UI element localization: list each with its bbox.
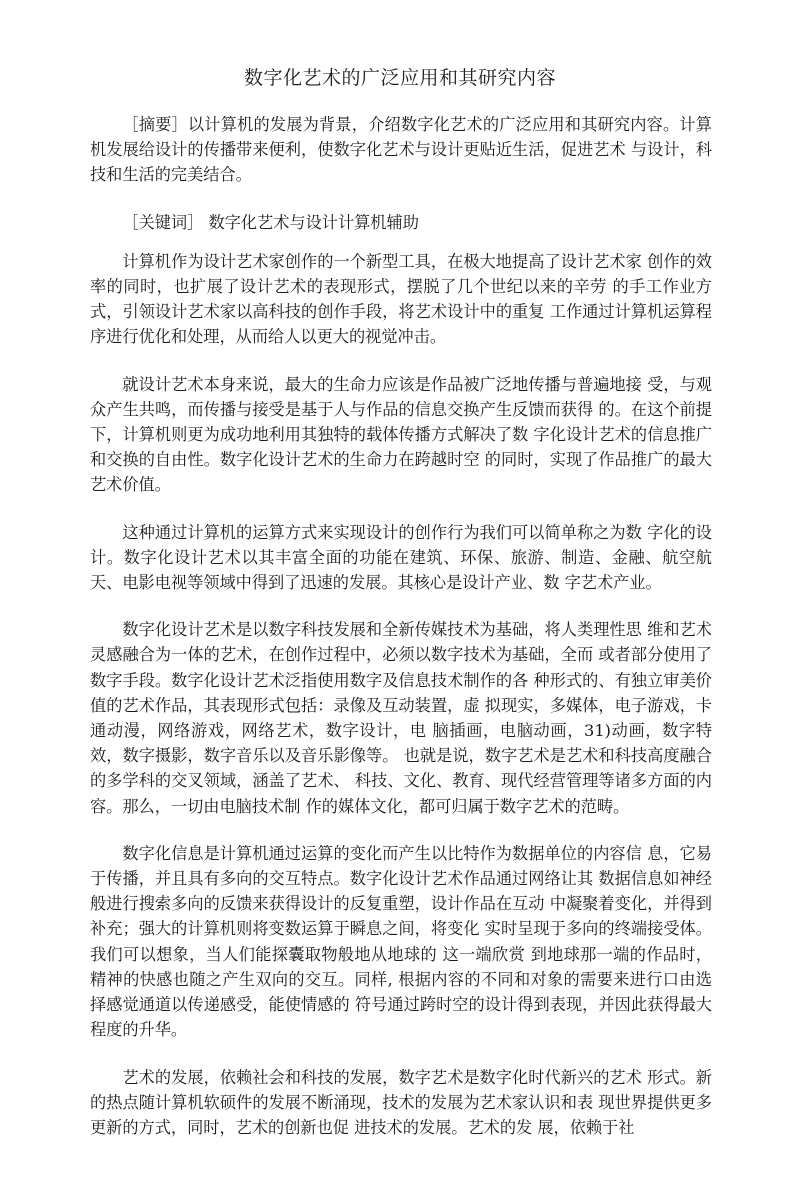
body-paragraph: 计算机作为设计艺术家创作的一个新型工具，在极大地提高了设计艺术家 创作的效率的同时，也扩展了设计艺术的表现形式，摆脱了几个世纪以来的辛劳 的手工作业方式，引领设计艺术家以高科技的创作手段，将艺术设计中的重复 工作通过计算机运算程序进行优化和处理，从而给人以更大的视觉冲击。 (90, 251, 712, 347)
document-title: 数字化艺术的广泛应用和其研究内容 (243, 67, 556, 89)
keywords-paragraph: ［关键词］ 数字化艺术与设计计算机辅助 (122, 212, 419, 232)
body-paragraph: 就设计艺术本身来说，最大的生命力应该是作品被广泛地传播与普遍地接 受，与观众产生共鸣，而传播与接受是基于人与作品的信息交换产生反馈而获得 的。在这个前提下，计算机则更为成功地利用其独特的载体传播方式解决了数 字化设计艺术的信息推广和交换的自由性。数字化设计艺术的生命力在跨越时空 的同时，实现了作品推广的最大艺术价值。 (90, 374, 712, 495)
body-paragraph: 数字化设计艺术是以数字科技发展和全新传媒技术为基础，将人类理性思 维和艺术灵感融合为一体的艺术，在创作过程中，必须以数字技术为基础，全而 或者部分使用了数字手段。数字化设计艺术泛指使用数字及信息技术制作的各 种形式的、有独立审美价值的艺术作品，其表现形式包括：录像及互动装置，虚 拟现实，多媒体，电子游戏，卡通动漫，网络游戏，网络艺术，数字设计，电 脑插画，电脑动画，31)动画，数字特效，数字摄影，数字音乐以及音乐影像等。 也就是说，数字艺术是艺术和科技高度融合的多学科的交叉领域，涵盖了艺术、 科技、文化、教育、现代经营管理等诸多方面的内容。那么，一切由电脑技术制 作的媒体文化，都可归属于数字艺术的范畴。 (90, 620, 712, 816)
body-paragraph: 数字化信息是计算机通过运算的变化而产生以比特作为数据单位的内容信 息，它易于传播，并且具有多向的交互特点。数字化设计艺术作品通过网络让其 数据信息如神经般进行搜索多向的反馈来获得设计的反复重塑，设计作品在互动 中凝聚着变化，并得到补充；强大的计算机则将变数运算于瞬息之间，将变化 实时呈现于多向的终端接受体。我们可以想象，当人们能探囊取物般地从地球的 这一端欣赏 到地球那一端的作品时，精神的快感也随之产生双向的交互。同样, 根据内容的不同和对象的需要来进行口由选择感觉通道以传递感受，能使情感的 符号通过跨时空的设计得到表现，并因此获得最大程度的升华。 (90, 843, 712, 1040)
abstract-paragraph: ［摘要］以计算机的发展为背景，介绍数字化艺术的广泛应用和其研究内容。计算机发展给设计的传播带来便利，使数字化艺术与设计更贴近生活，促进艺术 与设计，科技和生活的完美结合。 (90, 115, 712, 185)
body-paragraph: 艺术的发展，依赖社会和科技的发展，数字艺术是数字化时代新兴的艺术 形式。新的热点随计算机软硕件的发展不断涌现，技术的发展为艺术家认识和表 现世界提供更多更新的方式，同时，艺术的创新也促 进技术的发展。艺术的发 展，依赖于社 (90, 1067, 712, 1137)
body-paragraph: 这种通过计算机的运算方式来实现设计的创作行为我们可以简单称之为数 字化的设计。数字化设计艺术以其丰富全面的功能在建筑、环保、旅游、制造、金融、航空航天、电影电视等领域中得到了迅速的发展。其核心是设计产业、数 字艺术产业。 (90, 522, 712, 593)
document-body (90, 112, 712, 1162)
